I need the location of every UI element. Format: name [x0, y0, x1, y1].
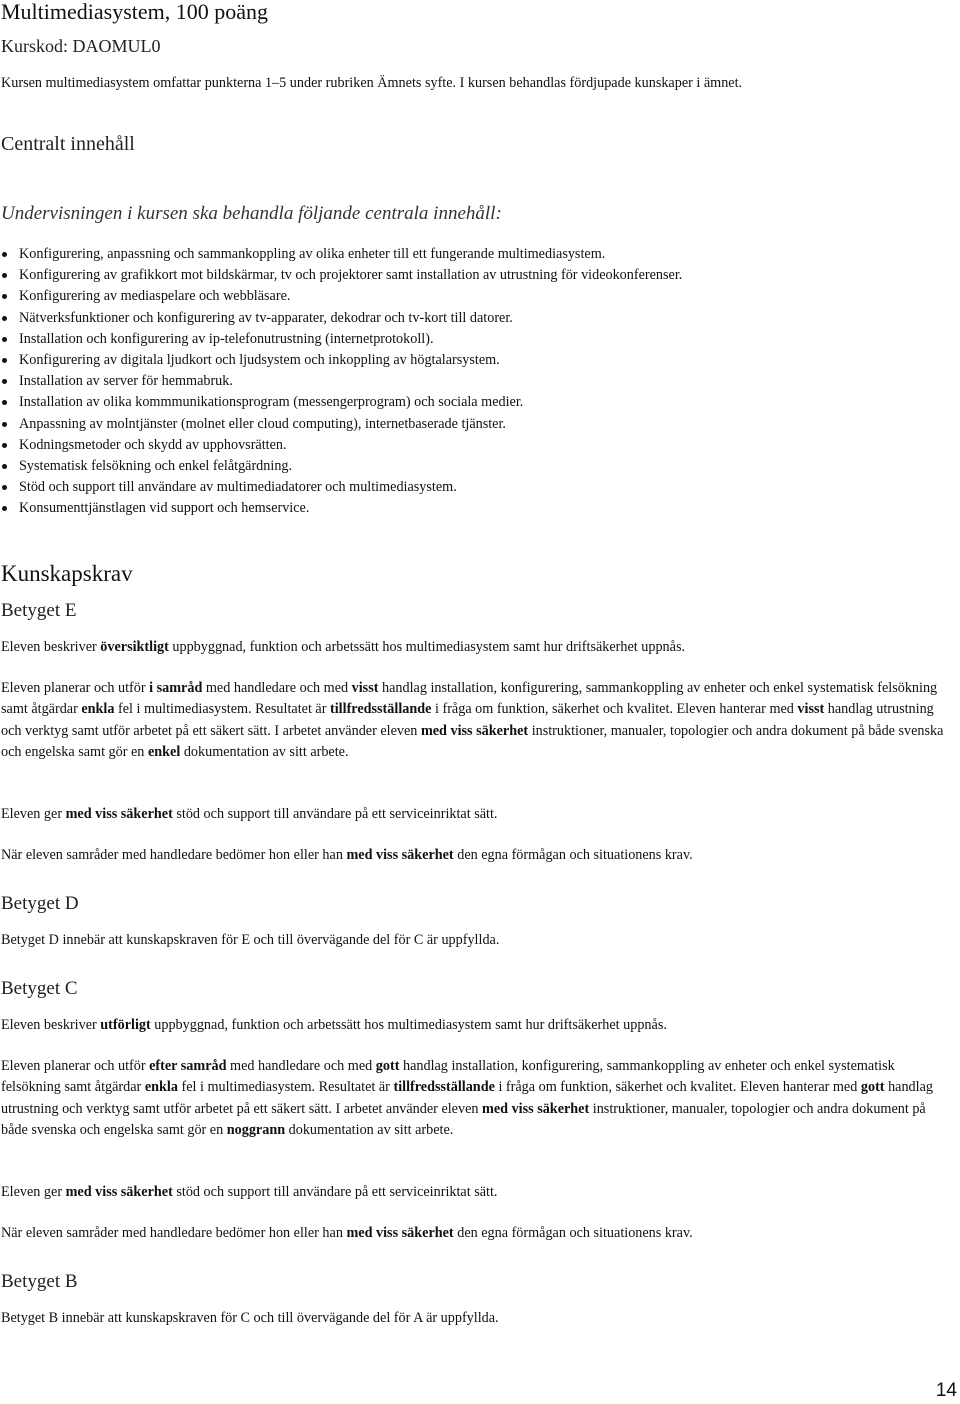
emphasized-term: efter samråd — [149, 1058, 227, 1074]
paragraph-text: Eleven planerar och utför — [1, 1058, 150, 1074]
emphasized-term: enkla — [144, 1079, 178, 1096]
bullet-icon — [2, 273, 7, 278]
central-content-item-text: Konfigurering av grafikkort mot bildskärmar, tv och projektorer samt installation av utrustning för videokonferenser. — [19, 267, 683, 284]
paragraph-text: i fråga om funktion, säkerhet och kvalitet. Eleven hanterar med — [431, 701, 798, 718]
grade-e-paragraph-4 — [1, 845, 951, 866]
paragraph-text: När eleven samråder med handledare bedömer hon eller han — [1, 847, 347, 863]
emphasized-term: med viss säkerhet — [420, 722, 529, 739]
paragraph-text: med handledare och med — [202, 680, 352, 696]
paragraph-text: instruktioner, manualer, topologier och andra dokument på både svenska och engelska samt gör en — [1, 1100, 926, 1138]
central-content-item-text: Installation av server för hemmabruk. — [19, 373, 233, 390]
central-content-item — [0, 392, 682, 413]
bullet-icon — [2, 506, 7, 511]
grade-e-paragraph-3 — [1, 804, 951, 825]
bullet-icon — [2, 316, 7, 321]
knowledge-requirements-heading: Kunskapskrav — [1, 561, 133, 586]
bullet-icon — [2, 337, 7, 342]
bullet-icon — [2, 443, 7, 448]
emphasized-term: noggrann — [226, 1121, 286, 1138]
emphasized-term: med viss säkerhet — [65, 1184, 173, 1200]
central-content-item — [0, 350, 682, 371]
paragraph-text: dokumentation av sitt arbete. — [285, 1121, 454, 1138]
central-content-item-text: Stöd och support till användare av multimediadatorer och multimediasystem. — [19, 479, 457, 496]
paragraph-text: dokumentation av sitt arbete. — [180, 743, 349, 760]
emphasized-term: utförligt — [100, 1017, 151, 1033]
grade-b-heading: Betyget B — [1, 1271, 78, 1292]
course-title: Multimediasystem, 100 poäng — [1, 0, 269, 24]
grade-c-paragraph-1 — [1, 1015, 951, 1036]
central-content-item — [0, 414, 682, 435]
emphasized-term: enkel — [147, 743, 181, 760]
paragraph-text: handlag utrustning och verktyg samt utför arbetet på ett säkert sätt. I arbetet använder eleven — [1, 701, 934, 739]
paragraph-text: med handledare och med — [226, 1058, 376, 1074]
central-content-item — [0, 308, 682, 329]
central-content-item — [0, 477, 682, 498]
paragraph-text: den egna förmågan och situationens krav. — [453, 847, 693, 863]
grade-c-paragraph-4 — [1, 1223, 951, 1244]
paragraph-text: i fråga om funktion, säkerhet och kvalitet. Eleven hanterar med — [494, 1079, 861, 1096]
central-content-subheading: Undervisningen i kursen ska behandla följande centrala innehåll: — [1, 203, 502, 224]
central-content-item-text: Installation och konfigurering av ip-telefonutrustning (internetprotokoll). — [19, 330, 434, 347]
central-content-item-text: Konfigurering, anpassning och sammankoppling av olika enheter till ett fungerande multimediasystem. — [19, 246, 606, 262]
grade-c-paragraph-2 — [1, 1056, 951, 1141]
central-content-item — [0, 329, 682, 350]
paragraph-text: Eleven ger — [1, 806, 66, 822]
emphasized-term: visst — [797, 701, 825, 718]
paragraph-text: Eleven ger — [1, 1184, 66, 1200]
paragraph-text: Eleven beskriver — [1, 639, 101, 655]
central-content-heading: Centralt innehåll — [1, 133, 135, 155]
central-content-item-text: Konfigurering av digitala ljudkort och ljudsystem och inkoppling av högtalarsystem. — [19, 351, 500, 368]
emphasized-term: med viss säkerhet — [346, 847, 454, 863]
central-content-item-text: Anpassning av molntjänster (molnet eller cloud computing), internetbaserade tjänster. — [19, 415, 506, 432]
emphasized-term: i samråd — [149, 680, 203, 696]
central-content-item — [0, 371, 682, 392]
emphasized-term: visst — [351, 680, 379, 696]
paragraph-text: När eleven samråder med handledare bedömer hon eller han — [1, 1225, 347, 1241]
central-content-item-text: Konfigurering av mediaspelare och webbläsare. — [19, 288, 291, 305]
emphasized-term: tillfredsställande — [393, 1079, 495, 1096]
emphasized-term: gott — [375, 1058, 400, 1074]
grade-c-paragraph-3 — [1, 1182, 951, 1203]
paragraph-text: handlag installation, konfigurering, sammankoppling av enheter och enkel systematisk felsökning samt åtgärdar — [1, 1058, 895, 1096]
central-content-item — [0, 265, 682, 286]
paragraph-text: Eleven beskriver — [1, 1017, 101, 1033]
grade-d-paragraph: Betyget D innebär att kunskapskraven för E och till övervägande del för C är uppfyllda. — [1, 932, 500, 948]
paragraph-text: fel i multimediasystem. Resultatet är — [114, 701, 331, 718]
paragraph-text: handlag installation, konfigurering, sammankoppling av enheter och enkel systematisk felsökning samt åtgärdar — [1, 680, 938, 718]
central-content-item-text: Konsumenttjänstlagen vid support och hemservice. — [19, 500, 310, 517]
central-content-item-text: Nätverksfunktioner och konfigurering av tv-apparater, dekodrar och tv-kort till datorer. — [19, 309, 513, 326]
emphasized-term: översiktligt — [100, 639, 169, 655]
central-content-item-text: Kodningsmetoder och skydd av upphovsrätten. — [19, 436, 287, 453]
central-content-item — [0, 456, 682, 477]
grade-e-paragraph-1 — [1, 637, 951, 658]
grade-b-paragraph: Betyget B innebär att kunskapskraven för C och till övervägande del för A är uppfyllda. — [1, 1310, 499, 1326]
grade-c-heading: Betyget C — [1, 978, 78, 999]
bullet-icon — [2, 464, 7, 469]
paragraph-text: Eleven planerar och utför — [1, 680, 150, 696]
central-content-item — [0, 286, 682, 307]
paragraph-text: stöd och support till användare på ett serviceinriktat sätt. — [172, 1184, 498, 1200]
central-content-item — [0, 435, 682, 456]
emphasized-term: med viss säkerhet — [65, 806, 173, 822]
emphasized-term: med viss säkerhet — [482, 1100, 590, 1117]
grade-e-heading: Betyget E — [1, 600, 77, 621]
paragraph-text: fel i multimediasystem. Resultatet är — [177, 1079, 394, 1096]
paragraph-text: instruktioner, manualer, topologier och andra dokument på både svenska och engelska samt gör en — [1, 722, 944, 760]
bullet-icon — [2, 294, 7, 299]
paragraph-text: stöd och support till användare på ett serviceinriktat sätt. — [172, 806, 498, 822]
central-content-item-text: Systematisk felsökning och enkel felåtgärdning. — [19, 457, 293, 474]
central-content-item-text: Installation av olika kommmunikationsprogram (messengerprogram) och sociala medier. — [19, 394, 524, 411]
bullet-icon — [2, 485, 7, 490]
course-code: Kurskod: DAOMUL0 — [1, 36, 161, 56]
bullet-icon — [2, 358, 7, 363]
central-content-item — [0, 244, 682, 265]
course-intro: Kursen multimediasystem omfattar punkterna 1–5 under rubriken Ämnets syfte. I kursen behandlas fördjupade kunskaper i ämnet. — [1, 75, 743, 91]
central-content-item — [0, 498, 682, 519]
bullet-icon — [2, 252, 7, 257]
emphasized-term: enkla — [81, 701, 115, 718]
paragraph-text: handlag utrustning och verktyg samt utför arbetet på ett säkert sätt. I arbetet använder eleven — [1, 1079, 933, 1117]
emphasized-term: tillfredsställande — [330, 701, 432, 718]
paragraph-text: den egna förmågan och situationens krav. — [453, 1225, 693, 1241]
page-number: 14 — [935, 1380, 957, 1401]
bullet-icon — [2, 379, 7, 384]
central-content-list — [0, 244, 682, 519]
bullet-icon — [2, 422, 7, 427]
grade-e-paragraph-2 — [1, 678, 951, 763]
paragraph-text: uppbyggnad, funktion och arbetssätt hos multimediasystem samt hur driftsäkerhet uppnås. — [150, 1017, 667, 1033]
bullet-icon — [2, 400, 7, 405]
emphasized-term: med viss säkerhet — [346, 1225, 454, 1241]
paragraph-text: uppbyggnad, funktion och arbetssätt hos multimediasystem samt hur driftsäkerhet uppnås. — [168, 639, 686, 655]
emphasized-term: gott — [860, 1079, 885, 1096]
grade-d-heading: Betyget D — [1, 893, 79, 914]
